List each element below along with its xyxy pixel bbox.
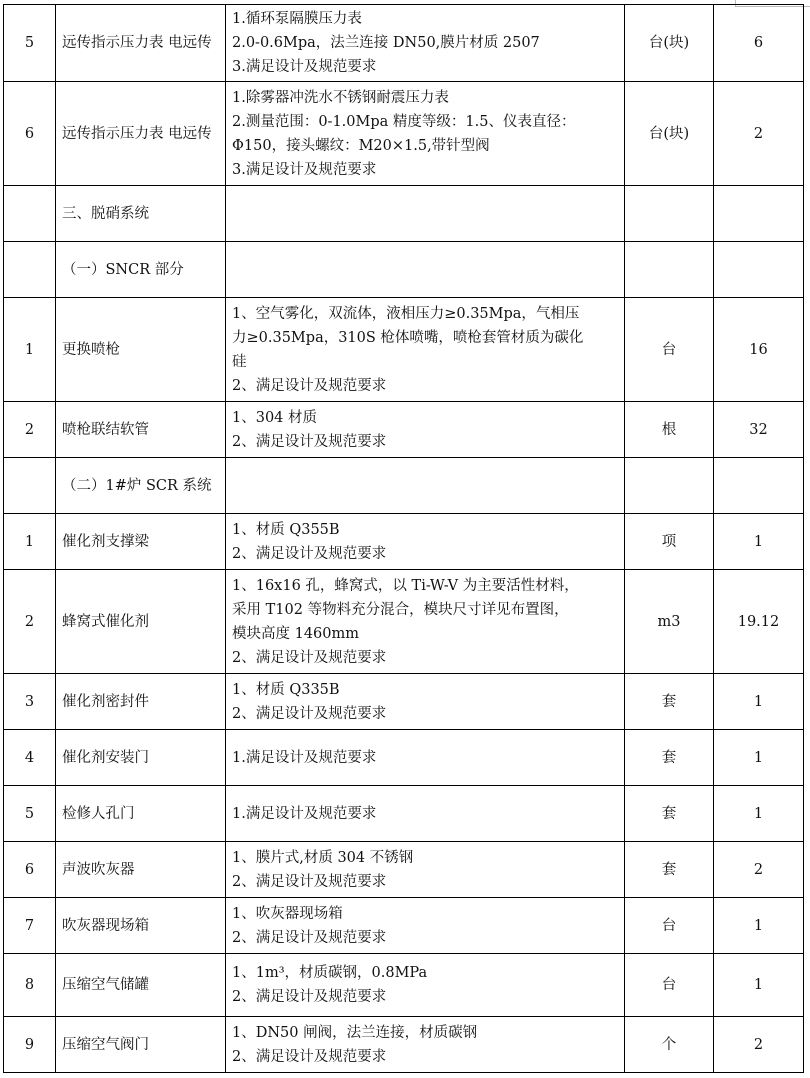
spec-line: 1、材质 Q335B (232, 681, 340, 698)
item-quantity (714, 458, 804, 514)
row-number (4, 186, 56, 242)
item-quantity: 1 (714, 898, 804, 954)
row-number: 9 (4, 1017, 56, 1073)
spec-line: 2、满足设计及规范要求 (232, 545, 387, 562)
spec-line: 1、膜片式,材质 304 不锈钢 (232, 849, 414, 866)
table-row (4, 242, 804, 298)
spec-line: 1、DN50 闸阀，法兰连接，材质碳钢 (232, 1024, 478, 1041)
item-quantity: 32 (714, 402, 804, 458)
row-number: 8 (4, 954, 56, 1017)
item-name: 蜂窝式催化剂 (56, 570, 226, 674)
item-name: 远传指示压力表 电远传 (56, 5, 226, 82)
spec-line: 3.满足设计及规范要求 (232, 161, 377, 178)
spec-line: 1、材质 Q355B (232, 521, 340, 538)
table-row (4, 786, 804, 842)
equipment-spec-table (3, 4, 804, 1073)
item-spec (226, 242, 625, 298)
table-body (4, 5, 804, 1073)
table-row (4, 5, 804, 82)
item-name: 压缩空气储罐 (56, 954, 226, 1017)
item-spec (226, 570, 625, 674)
item-unit (625, 458, 714, 514)
item-name: （二）1#炉 SCR 系统 (56, 458, 226, 514)
item-unit: 个 (625, 1017, 714, 1073)
row-number: 2 (4, 570, 56, 674)
spec-line: 2、满足设计及规范要求 (232, 377, 387, 394)
item-unit: m3 (625, 570, 714, 674)
item-unit (625, 186, 714, 242)
item-name: 催化剂密封件 (56, 674, 226, 730)
spec-line: 2、满足设计及规范要求 (232, 873, 387, 890)
item-name: 催化剂支撑梁 (56, 514, 226, 570)
spec-line: 1.除雾器冲洗水不锈钢耐震压力表 (232, 89, 449, 106)
item-name: 压缩空气阀门 (56, 1017, 226, 1073)
item-quantity: 1 (714, 674, 804, 730)
item-spec (226, 298, 625, 402)
spec-line: 3.满足设计及规范要求 (232, 59, 377, 75)
table-row (4, 458, 804, 514)
spec-line: 1、1m³，材质碳钢，0.8MPa (232, 965, 428, 981)
row-number: 6 (4, 82, 56, 186)
item-quantity: 2 (714, 1017, 804, 1073)
item-name: 催化剂安装门 (56, 730, 226, 786)
row-number: 3 (4, 674, 56, 730)
spec-line: 2、满足设计及规范要求 (232, 989, 387, 1005)
item-quantity: 6 (714, 5, 804, 82)
item-spec (226, 954, 625, 1017)
item-unit: 套 (625, 842, 714, 898)
item-spec (226, 186, 625, 242)
item-unit: 台 (625, 298, 714, 402)
item-quantity: 2 (714, 82, 804, 186)
item-unit: 套 (625, 786, 714, 842)
item-spec (226, 514, 625, 570)
row-number (4, 242, 56, 298)
spec-line: Φ150，接头螺纹：M20×1.5,带针型阀 (232, 137, 490, 154)
item-spec (226, 82, 625, 186)
spec-line: 1、304 材质 (232, 409, 318, 426)
row-number: 2 (4, 402, 56, 458)
spec-line: 2、满足设计及规范要求 (232, 433, 387, 450)
spec-line: 2、满足设计及规范要求 (232, 1048, 387, 1065)
item-name: 喷枪联结软管 (56, 402, 226, 458)
table-row (4, 674, 804, 730)
item-name: 远传指示压力表 电远传 (56, 82, 226, 186)
item-quantity: 1 (714, 730, 804, 786)
table-row (4, 954, 804, 1017)
item-spec (226, 458, 625, 514)
item-unit (625, 242, 714, 298)
table-row (4, 842, 804, 898)
item-unit: 台 (625, 954, 714, 1017)
row-number: 6 (4, 842, 56, 898)
spec-line: 1.循环泵隔膜压力表 (232, 11, 362, 27)
spec-line: 2、满足设计及规范要求 (232, 929, 387, 946)
item-spec (226, 842, 625, 898)
item-unit: 台(块) (625, 82, 714, 186)
row-number: 5 (4, 5, 56, 82)
item-quantity: 1 (714, 954, 804, 1017)
spec-line: 1、吹灰器现场箱 (232, 905, 343, 922)
spec-line: 硅 (232, 353, 247, 370)
table-row (4, 82, 804, 186)
spec-line: 1.满足设计及规范要求 (232, 749, 377, 766)
spec-line: 2.测量范围：0-1.0Mpa 精度等级：1.5、仪表直径： (232, 113, 576, 130)
item-quantity (714, 186, 804, 242)
item-spec (226, 5, 625, 82)
spec-line: 2、满足设计及规范要求 (232, 649, 387, 666)
table-row (4, 570, 804, 674)
item-unit: 根 (625, 402, 714, 458)
row-number: 1 (4, 514, 56, 570)
item-quantity: 1 (714, 514, 804, 570)
item-spec (226, 1017, 625, 1073)
item-spec (226, 674, 625, 730)
table-row (4, 1017, 804, 1073)
table-row (4, 402, 804, 458)
item-name: （一）SNCR 部分 (56, 242, 226, 298)
item-unit: 台(块) (625, 5, 714, 82)
row-number: 5 (4, 786, 56, 842)
spec-line: 2、满足设计及规范要求 (232, 705, 387, 722)
item-quantity (714, 242, 804, 298)
item-unit: 套 (625, 730, 714, 786)
table-row (4, 514, 804, 570)
spec-line: 2.0-0.6Mpa，法兰连接 DN50,膜片材质 2507 (232, 35, 540, 51)
item-name: 声波吹灰器 (56, 842, 226, 898)
item-unit: 套 (625, 674, 714, 730)
row-number (4, 458, 56, 514)
item-name: 检修人孔门 (56, 786, 226, 842)
spec-line: 1.满足设计及规范要求 (232, 805, 377, 822)
item-name: 三、脱硝系统 (56, 186, 226, 242)
item-spec (226, 786, 625, 842)
item-quantity: 16 (714, 298, 804, 402)
row-number: 4 (4, 730, 56, 786)
spec-line: 模块高度 1460mm (232, 625, 360, 642)
item-name: 吹灰器现场箱 (56, 898, 226, 954)
spec-line: 1、16x16 孔，蜂窝式，以 Ti-W-V 为主要活性材料， (232, 577, 579, 594)
item-quantity: 19.12 (714, 570, 804, 674)
table-row (4, 186, 804, 242)
item-unit: 台 (625, 898, 714, 954)
item-quantity: 1 (714, 786, 804, 842)
item-name: 更换喷枪 (56, 298, 226, 402)
item-quantity: 2 (714, 842, 804, 898)
spec-line: 力≥0.35Mpa，310S 枪体喷嘴，喷枪套管材质为碳化 (232, 329, 584, 346)
row-number: 7 (4, 898, 56, 954)
table-row (4, 898, 804, 954)
spec-line: 采用 T102 等物料充分混合，模块尺寸详见布置图， (232, 601, 569, 618)
table-row (4, 298, 804, 402)
spec-line: 1、空气雾化，双流体，液相压力≥0.35Mpa，气相压 (232, 305, 580, 322)
item-spec (226, 730, 625, 786)
item-unit: 项 (625, 514, 714, 570)
item-spec (226, 898, 625, 954)
item-spec (226, 402, 625, 458)
table-row (4, 730, 804, 786)
row-number: 1 (4, 298, 56, 402)
